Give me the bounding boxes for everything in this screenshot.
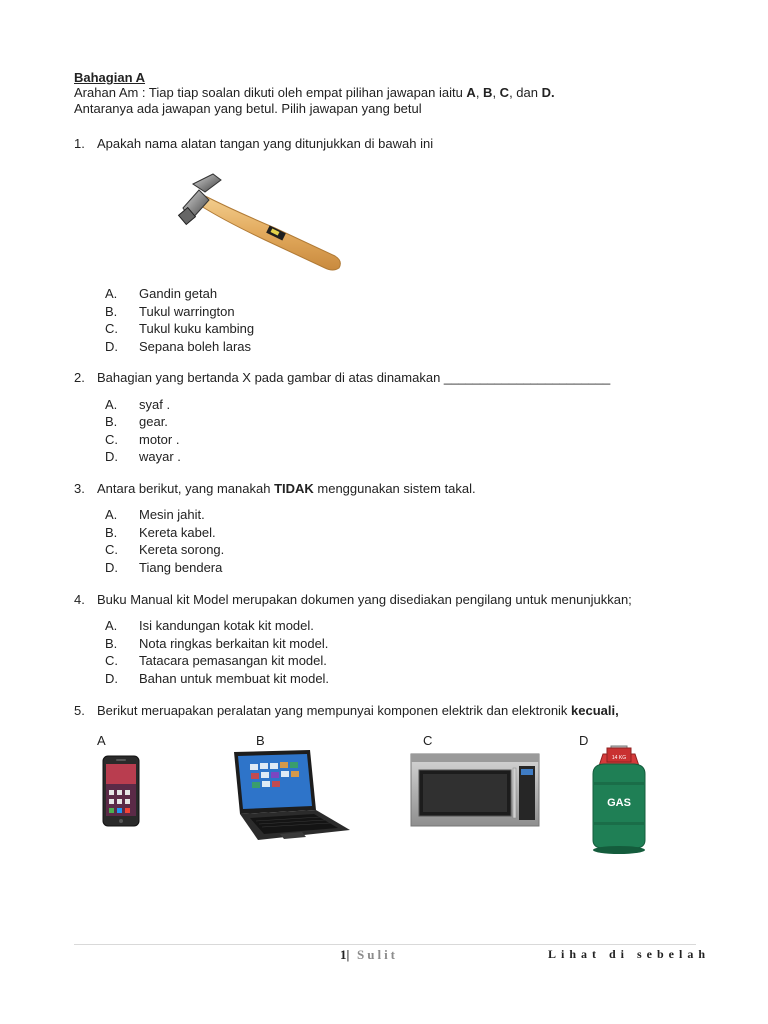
q5-label-a: A: [97, 733, 106, 748]
gas-label: GAS: [607, 797, 631, 809]
gas-cylinder-image: [585, 744, 655, 856]
instr-option-a: A: [466, 85, 476, 100]
smartphone-image: [98, 754, 146, 828]
instr-sep: , dan: [509, 85, 542, 100]
laptop-image: [228, 748, 352, 844]
q3-option-c-text: Kereta sorong.: [139, 542, 225, 557]
footer-lihat: Lihat di sebelah: [548, 947, 711, 961]
q2-text: Bahagian yang bertanda X pada gambar di atas dinamakan _______________________: [97, 370, 611, 385]
instructions-line2: Antaranya ada jawapan yang betul. Pilih jawapan yang betul: [74, 101, 422, 116]
q2-option-c-text: motor .: [139, 432, 180, 447]
q3-text: [97, 481, 476, 496]
footer-divider: [74, 944, 696, 945]
q2-option-a-letter: A.: [105, 397, 118, 412]
q4-option-b-letter: B.: [105, 636, 118, 651]
page-number: 1|: [340, 947, 350, 962]
instructions-line1: [74, 85, 555, 100]
q3-option-d-text: Tiang bendera: [139, 560, 223, 575]
q5-label-d: D: [579, 733, 589, 748]
q3-option-d-letter: D.: [105, 560, 118, 575]
q1-option-a-text: Gandin getah: [139, 286, 218, 301]
q5-text: [97, 703, 619, 718]
q2-option-d-letter: D.: [105, 449, 118, 464]
q5-number: 5.: [74, 703, 85, 718]
hammer-handle: [201, 196, 340, 270]
q4-option-d-letter: D.: [105, 671, 118, 686]
q2-option-b-text: gear.: [139, 414, 168, 429]
section-title: Bahagian A: [74, 70, 146, 85]
q3-option-a-letter: A.: [105, 507, 118, 522]
hammer-head: [179, 174, 221, 224]
q3-text-bold: TIDAK: [274, 481, 314, 496]
instructions-text: Arahan Am : Tiap tiap soalan dikuti oleh empat pilihan jawapan iaitu: [74, 85, 467, 100]
q3-option-b-text: Kereta kabel.: [139, 525, 216, 540]
microwave-image: [409, 752, 541, 830]
footer-sulit: Sulit: [357, 947, 399, 962]
q3-number: 3.: [74, 481, 85, 496]
q2-option-b-letter: B.: [105, 414, 118, 429]
q1-text: Apakah nama alatan tangan yang ditunjukkan di bawah ini: [97, 136, 434, 151]
q4-option-d-text: Bahan untuk membuat kit model.: [139, 671, 330, 686]
q1-option-c-letter: C.: [105, 321, 118, 336]
q3-text-pre: Antara berikut, yang manakah: [97, 481, 275, 496]
q5-label-c: C: [423, 733, 433, 748]
q4-option-c-text: Tatacara pemasangan kit model.: [139, 653, 327, 668]
q5-text-pre: Berikut meruapakan peralatan yang mempunyai komponen elektrik dan elektronik: [97, 703, 572, 718]
q5-text-bold: kecuali,: [571, 703, 619, 718]
instr-option-c: C: [499, 85, 510, 100]
instr-option-d: D.: [541, 85, 555, 100]
instr-sep: ,: [492, 85, 500, 100]
hammer-image: [175, 166, 347, 278]
q4-text: Buku Manual kit Model merupakan dokumen yang disediakan pengilang untuk menunjukkan;: [97, 592, 632, 607]
q4-number: 4.: [74, 592, 85, 607]
instr-option-b: B: [483, 85, 493, 100]
q4-option-c-letter: C.: [105, 653, 118, 668]
q1-option-b-letter: B.: [105, 304, 118, 319]
q4-option-b-text: Nota ringkas berkaitan kit model.: [139, 636, 329, 651]
q4-option-a-text: Isi kandungan kotak kit model.: [139, 618, 314, 633]
q3-option-a-text: Mesin jahit.: [139, 507, 205, 522]
q2-number: 2.: [74, 370, 85, 385]
tank-label: 14 KG: [611, 755, 627, 761]
q2-option-a-text: syaf .: [139, 397, 171, 412]
q1-option-d-letter: D.: [105, 339, 118, 354]
q1-number: 1.: [74, 136, 85, 151]
q3-text-post: menggunakan sistem takal.: [313, 481, 476, 496]
instr-sep: ,: [475, 85, 484, 100]
q1-option-d-text: Sepana boleh laras: [139, 339, 252, 354]
q1-option-c-text: Tukul kuku kambing: [139, 321, 255, 336]
q1-option-b-text: Tukul warrington: [139, 304, 235, 319]
q3-option-b-letter: B.: [105, 525, 118, 540]
q4-option-a-letter: A.: [105, 618, 118, 633]
q5-label-b: B: [256, 733, 265, 748]
q2-option-c-letter: C.: [105, 432, 118, 447]
q3-option-c-letter: C.: [105, 542, 118, 557]
q2-option-d-text: wayar .: [139, 449, 181, 464]
q1-option-a-letter: A.: [105, 286, 118, 301]
